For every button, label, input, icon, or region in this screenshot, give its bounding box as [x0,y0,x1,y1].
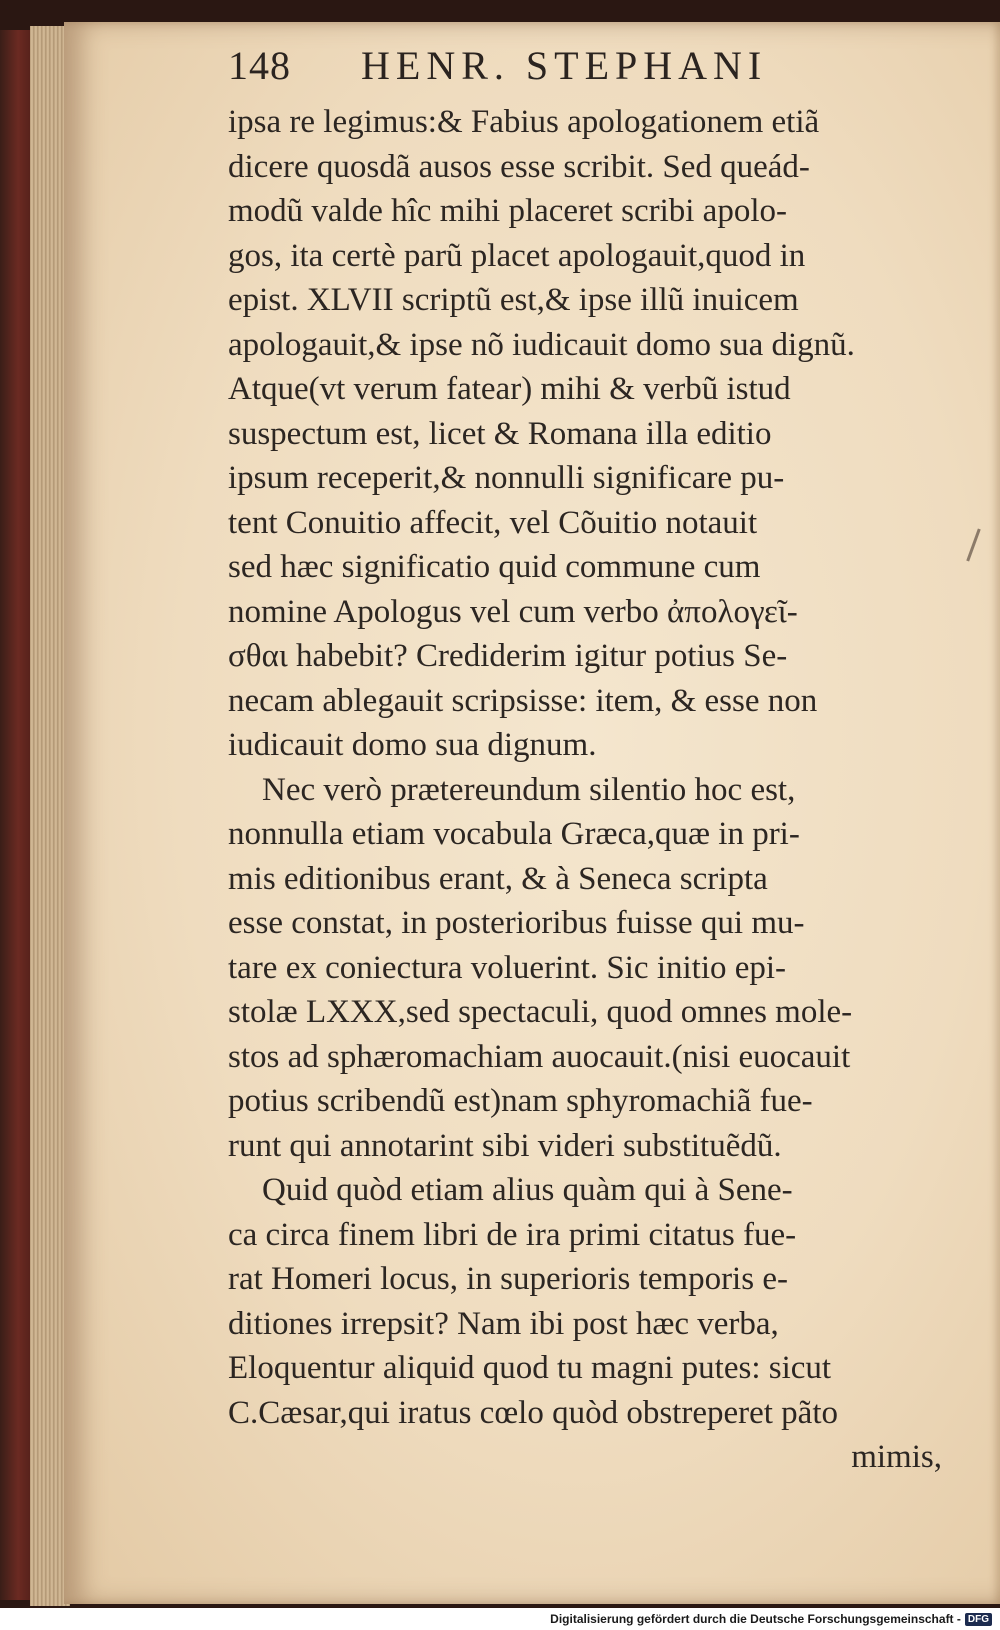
dfg-logo: DFG [965,1613,992,1626]
running-head: HENR. STEPHANI [361,43,768,88]
text-line: apologauit,& ipse nõ iudicauit domo sua dignũ. [228,326,855,363]
text-line: Atque(vt verum fatear) mihi & verbũ istud [228,371,791,407]
text-line: suspectum est, licet & Romana illa editio [228,415,772,452]
text-line: Quid quòd etiam alius quàm qui à Sene- [262,1172,793,1208]
text-line: potius scribendũ est)nam sphyromachiã fue- [228,1083,813,1119]
text-line: gos, ita certè parũ placet apologauit,quod in [228,237,806,274]
text-line: iudicauit domo sua dignum. [228,727,597,763]
text-line: rat Homeri locus, in superioris temporis e- [228,1261,788,1297]
text-line: tare ex coniectura voluerint. Sic initio epi- [228,949,787,986]
page-number: 148 [228,43,291,88]
text-line: sed hæc significatio quid commune cum [228,549,761,585]
page-header [228,42,848,92]
text-line: ca circa finem libri de ira primi citatus fue- [228,1216,797,1253]
text-line: necam ablegauit scripsisse: item, & esse non [228,682,818,719]
text-line: esse constat, in posterioribus fuisse qui mu- [228,905,805,941]
text-line: Eloquentur aliquid quod tu magni putes: sicut [228,1350,832,1386]
text-line: Nec verò prætereundum silentio hoc est, [262,771,796,808]
text-line: nomine Apologus vel cum verbo ἀπολογεῖ- [228,593,798,630]
text-line: stos ad sphæromachiam auocauit.(nisi euocauit [228,1038,851,1075]
text-line: ipsum receperit,& nonnulli significare pu- [228,460,785,496]
text-line: epist. XLVII scriptũ est,& ipse illũ inuicem [228,282,799,318]
text-line: runt qui annotarint sibi videri substituẽdũ. [228,1127,782,1164]
text-line: tent Conuitio affecit, vel Cõuitio notauit [228,504,758,541]
digitization-footer [0,1608,1000,1630]
text-line: σθαι habebit? Crediderim igitur potius Se- [228,638,788,674]
text-line: C.Cæsar,qui iratus cœlo quòd obstreperet pãto [228,1394,838,1431]
page-body-text [228,100,948,1480]
text-line: dicere quosdã ausos esse scribit. Sed queád- [228,148,810,185]
text-line: ipsa re legimus:& Fabius apologationem etiã [228,104,820,140]
text-line: nonnulla etiam vocabula Græca,quæ in pri- [228,816,800,852]
text-line: mis editionibus erant, & à Seneca scripta [228,860,768,897]
text-line: modũ valde hîc mihi placeret scribi apolo- [228,193,787,229]
text-line: stolæ LXXX,sed spectaculi, quod omnes mole- [228,994,853,1030]
text-line: ditiones irrepsit? Nam ibi post hæc verba, [228,1305,779,1342]
funding-note: Digitalisierung gefördert durch die Deutsche Forschungsgemeinschaft - [550,1612,961,1626]
catchword: mimis, [851,1439,942,1475]
